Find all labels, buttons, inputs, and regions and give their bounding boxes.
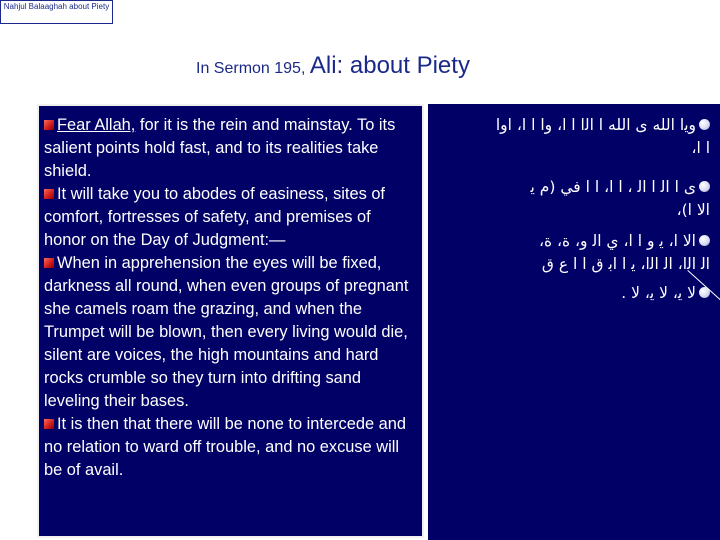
arabic-paragraph-2 xyxy=(434,176,710,199)
title-main: Ali: about Piety xyxy=(309,52,470,79)
square-bullet-icon xyxy=(44,189,54,199)
arabic-paragraph-3 xyxy=(434,230,710,253)
arabic-line-3: ﻯ ﺍ ﺍﻟ ﺍ ﺍﻟ ، ﺍ ﺍ، ﺍ ﺍ ﻓﻲ (ﻡ ﻳ xyxy=(530,178,696,196)
paragraph-1-text: for it is the rein and mainstay. To its salient points hold fast, and to its realities take shield. xyxy=(44,116,396,180)
english-paragraph-4 xyxy=(44,413,414,482)
arabic-line-1: وﻳﺍ ﺍﻟﻠﻪ ﻯ ﺍﻟﻠﻪ ﺍ ﺍﻟﺍ ﺍ ﺍ، ﻭﺍ ﺍ ﺍ، ﺍﻭﺍ xyxy=(495,116,696,134)
english-text-panel xyxy=(37,104,424,538)
badge-text: Nahjul Balaaghah about Piety xyxy=(3,2,110,11)
round-bullet-icon xyxy=(699,181,710,192)
round-bullet-icon xyxy=(699,119,710,130)
arabic-line-4: ﺍﻻ ﺍ)، xyxy=(676,201,710,219)
square-bullet-icon xyxy=(44,419,54,429)
round-bullet-icon xyxy=(699,235,710,246)
square-bullet-icon xyxy=(44,120,54,130)
paragraph-4-text: It is then that there will be none to intercede and no relation to ward off trouble, and no excuse will be of avail. xyxy=(44,415,406,479)
fear-allah-phrase: Fear Allah, xyxy=(57,116,136,134)
arabic-line-2: ﺍ ﺍ، xyxy=(691,139,710,157)
english-paragraph-1 xyxy=(44,114,414,183)
slide-title xyxy=(196,52,470,80)
arabic-text-panel xyxy=(428,104,720,540)
title-prefix: In Sermon 195, xyxy=(196,60,306,77)
slide-badge xyxy=(0,0,113,24)
english-paragraph-3 xyxy=(44,252,414,413)
arabic-line-6: ﺍﻟ ﺍﻟﺍ، ﺍﻟ ﺍﻟﺍ، ﻳ ﺍ ﺍﺑ ﻕ ﺍ ﺍ ﻉ ﻕ xyxy=(541,255,710,273)
paragraph-3-text: When in apprehension the eyes will be fixed, darkness all round, when even groups of pregnant she camels roam the grazing, and when the Trumpet will be blown, then every living would die, silent are voices, the high mountains and hard rocks crumble so they turn into drifting sand leveling their bases. xyxy=(44,254,409,410)
paragraph-2-text: It will take you to abodes of easiness, sites of comfort, fortresses of safety, and premises of honor on the Day of Judgment:— xyxy=(44,185,385,249)
square-bullet-icon xyxy=(44,258,54,268)
arabic-paragraph-1 xyxy=(434,114,710,137)
arabic-paragraph-4 xyxy=(434,282,710,305)
arabic-line-7: ﻻ ﻳ، ﻻ ﻳ، ﻻ . xyxy=(621,284,696,302)
arabic-line-5: ﺍﻻ ﺍ، ﻳ ﻭ ﺍ ﺍ، ﻱ ﺍﻟ ﻭ، ﺓ، ﺓ، xyxy=(538,232,696,250)
english-paragraph-2 xyxy=(44,183,414,252)
